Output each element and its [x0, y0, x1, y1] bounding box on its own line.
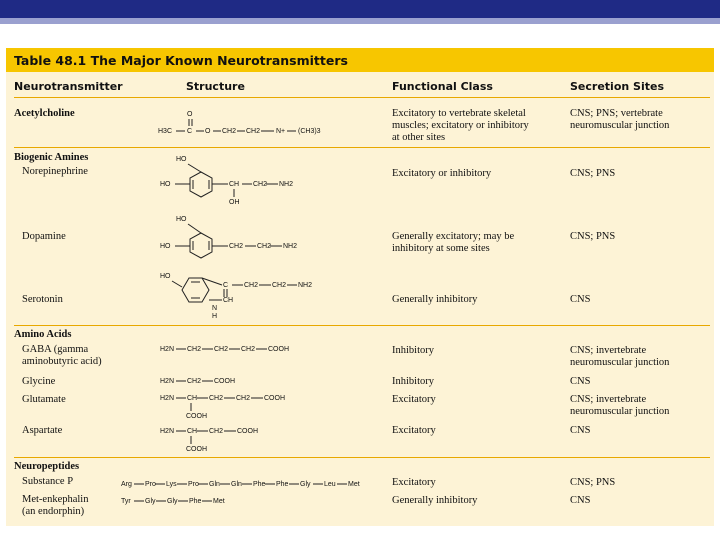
function-dopamine-2: inhibitory at some sites: [392, 243, 490, 254]
sites-acetylcholine-1: CNS; PNS; vertebrate: [570, 108, 663, 119]
sp-residue: Pro: [145, 481, 156, 488]
sites-glycine: CNS: [570, 376, 591, 387]
gaba-ch2c-label: CH2: [241, 346, 256, 353]
function-acetylcholine-3: at other sites: [392, 132, 446, 143]
heading-biogenic-amines: Biogenic Amines: [14, 152, 89, 163]
sp-residue: Arg: [121, 481, 132, 488]
glu-ch-label: CH: [187, 395, 198, 402]
gaba-ch2b-label: CH2: [214, 346, 229, 353]
menk-residue: Phe: [189, 498, 202, 505]
asp-cooh-label: COOH: [237, 428, 258, 435]
ser-ch-label: CH: [223, 297, 234, 304]
sites-met-enkephalin: CNS: [570, 495, 591, 506]
glu-cooh-b-label: COOH: [186, 413, 207, 420]
menk-residue: Gly: [145, 498, 156, 505]
ach-o2-label: O: [205, 128, 211, 135]
glu-ch2a-label: CH2: [209, 395, 224, 402]
da-nh2-label: NH2: [283, 243, 298, 250]
sites-norepinephrine: CNS; PNS: [570, 168, 616, 179]
ach-h3c-label: H3C: [158, 128, 173, 135]
ach-ch2a-label: CH2: [222, 128, 237, 135]
name-gaba-1: GABA (gamma: [22, 344, 89, 355]
ne-ho-top-label: HO: [176, 156, 187, 163]
glu-cooh-label: COOH: [264, 395, 285, 402]
ach-n-label: N+: [276, 128, 286, 135]
name-substance-p: Substance P: [22, 476, 74, 487]
da-ho-top-label: HO: [176, 216, 187, 223]
table-title: Table 48.1 The Major Known Neurotransmitters: [14, 53, 348, 68]
sp-residue: Leu: [324, 481, 336, 488]
ne-ch-label: CH: [229, 181, 240, 188]
ne-nh2-label: NH2: [279, 181, 294, 188]
gaba-ch2a-label: CH2: [187, 346, 202, 353]
sites-glutamate-2: neuromuscular junction: [570, 406, 670, 417]
gaba-h2n-label: H2N: [160, 346, 175, 353]
asp-h2n-label: H2N: [160, 428, 175, 435]
sites-serotonin: CNS: [570, 294, 591, 305]
function-norepinephrine: Excitatory or inhibitory: [392, 168, 492, 179]
ser-ho-label: HO: [160, 273, 171, 280]
sites-gaba-1: CNS; invertebrate: [570, 345, 647, 356]
name-serotonin: Serotonin: [22, 294, 63, 305]
function-glutamate: Excitatory: [392, 394, 436, 405]
name-dopamine: Dopamine: [22, 231, 66, 242]
glu-ch2b-label: CH2: [236, 395, 251, 402]
sp-residue: Gly: [300, 481, 311, 488]
gly-h2n-label: H2N: [160, 378, 175, 385]
gly-ch2-label: CH2: [187, 378, 202, 385]
sites-aspartate: CNS: [570, 425, 591, 436]
function-met-enkephalin: Generally inhibitory: [392, 495, 478, 506]
header-structure: Structure: [186, 80, 245, 93]
name-met-enkephalin-1: Met-enkephalin: [22, 494, 89, 505]
function-acetylcholine-1: Excitatory to vertebrate skeletal: [392, 108, 526, 119]
name-glutamate: Glutamate: [22, 394, 66, 405]
ser-ch2b-label: CH2: [272, 282, 287, 289]
function-acetylcholine-2: muscles; excitatory or inhibitory: [392, 120, 529, 131]
glu-h2n-label: H2N: [160, 395, 175, 402]
ne-ho-left-label: HO: [160, 181, 171, 188]
da-ch2b-label: CH2: [257, 243, 272, 250]
sp-residue: Gln: [231, 481, 242, 488]
ach-c-label: C: [187, 128, 193, 135]
gly-cooh-label: COOH: [214, 378, 235, 385]
name-met-enkephalin-2: (an endorphin): [22, 506, 85, 517]
sites-dopamine: CNS; PNS: [570, 231, 616, 242]
ach-ch3-label: (CH3)3: [298, 128, 321, 135]
ser-n-label: N: [212, 305, 218, 312]
ach-ch2b-label: CH2: [246, 128, 261, 135]
menk-residue: Tyr: [121, 498, 131, 505]
sites-substance-p: CNS; PNS: [570, 477, 616, 488]
header-functional-class: Functional Class: [392, 80, 493, 93]
heading-neuropeptides: Neuropeptides: [14, 461, 80, 472]
asp-ch2-label: CH2: [209, 428, 224, 435]
sp-residue: Lys: [166, 481, 177, 488]
asp-ch-label: CH: [187, 428, 198, 435]
ne-oh-label: OH: [229, 199, 240, 206]
name-glycine: Glycine: [22, 376, 56, 387]
sp-residue: Gln: [209, 481, 220, 488]
sites-glutamate-1: CNS; invertebrate: [570, 394, 647, 405]
name-norepinephrine: Norepinephrine: [22, 166, 88, 177]
sp-residue: Pro: [188, 481, 199, 488]
function-gaba: Inhibitory: [392, 345, 434, 356]
function-dopamine-1: Generally excitatory; may be: [392, 231, 515, 242]
header-neurotransmitter: Neurotransmitter: [14, 80, 123, 93]
heading-amino-acids: Amino Acids: [14, 329, 72, 340]
da-ho-left-label: HO: [160, 243, 171, 250]
sp-residue: Met: [348, 481, 360, 488]
ach-o-label: O: [187, 111, 193, 118]
gaba-cooh-label: COOH: [268, 346, 289, 353]
sites-acetylcholine-2: neuromuscular junction: [570, 120, 670, 131]
sp-residue: Phe: [276, 481, 289, 488]
ser-h-label: H: [212, 313, 218, 320]
da-ch2a-label: CH2: [229, 243, 244, 250]
name-acetylcholine: Acetylcholine: [14, 108, 75, 119]
name-gaba-2: aminobutyric acid): [22, 356, 102, 367]
function-glycine: Inhibitory: [392, 376, 434, 387]
function-substance-p: Excitatory: [392, 477, 436, 488]
ser-ch2a-label: CH2: [244, 282, 259, 289]
ne-ch2-label: CH2: [253, 181, 268, 188]
menk-residue: Met: [213, 498, 225, 505]
asp-cooh-b-label: COOH: [186, 446, 207, 453]
menk-residue: Gly: [167, 498, 178, 505]
ser-nh2-label: NH2: [298, 282, 313, 289]
function-aspartate: Excitatory: [392, 425, 436, 436]
name-aspartate: Aspartate: [22, 425, 63, 436]
function-serotonin: Generally inhibitory: [392, 294, 478, 305]
ser-c-label: C: [223, 282, 229, 289]
header-secretion-sites: Secretion Sites: [570, 80, 664, 93]
sp-residue: Phe: [253, 481, 266, 488]
sites-gaba-2: neuromuscular junction: [570, 357, 670, 368]
